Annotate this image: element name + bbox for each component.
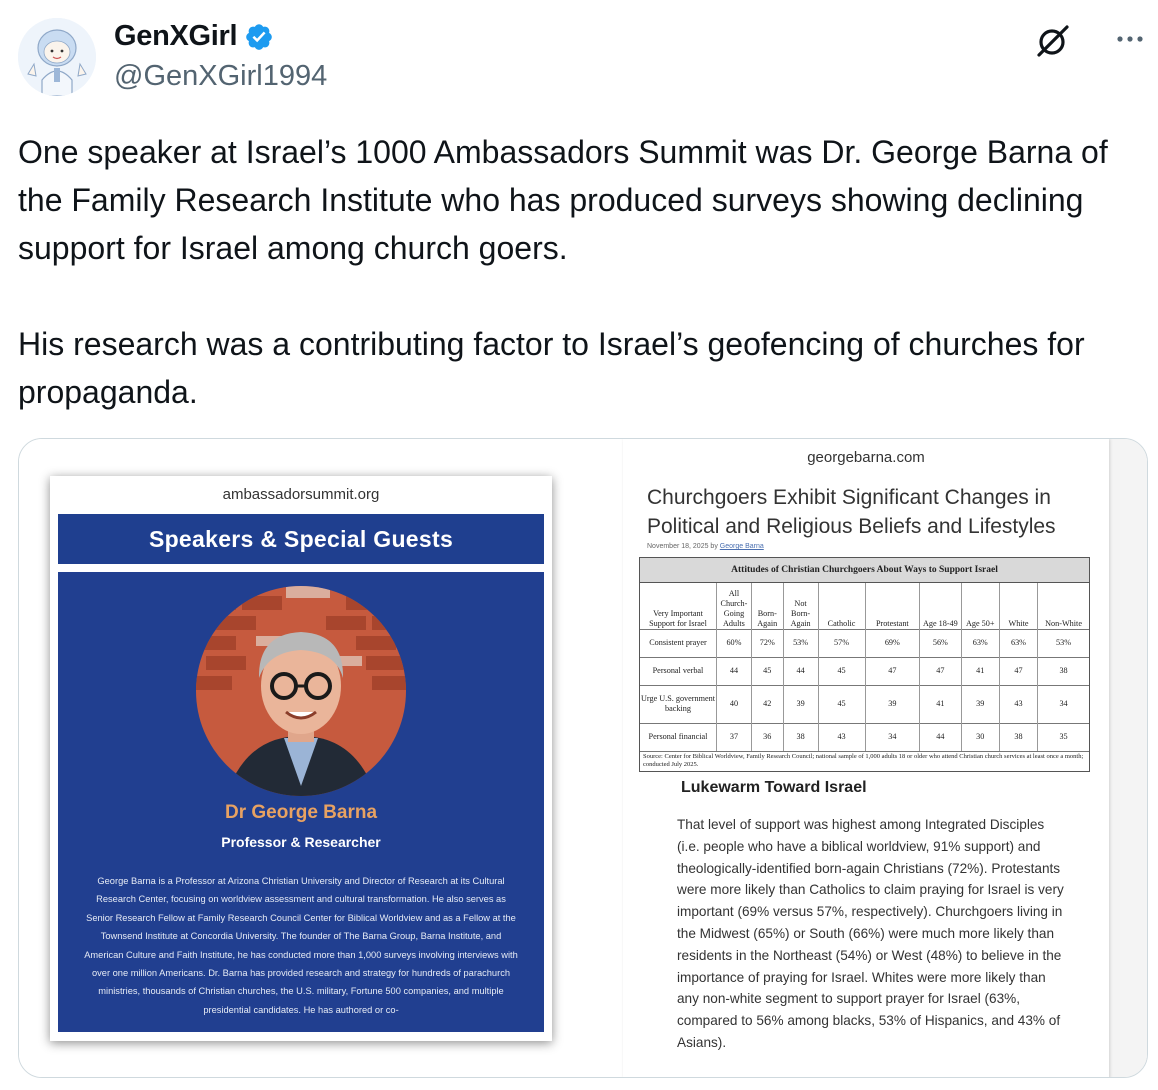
table-cell: 34 [1038, 685, 1089, 723]
table-row [640, 657, 1089, 685]
table-cell: 47 [999, 657, 1037, 685]
flyer-site-url: ambassadorsummit.org [222, 486, 380, 503]
survey-header-row [640, 583, 1089, 629]
byline-date: November 18, 2025 by [647, 543, 718, 550]
table-cell: 37 [716, 723, 751, 751]
survey-header-cell: White [999, 583, 1037, 629]
tweet-paragraph-2: His research was a contributing factor to Israel’s geofencing of churches for propaganda. [18, 326, 1085, 410]
table-cell: 35 [1038, 723, 1089, 751]
article-byline [647, 543, 764, 550]
speaker-flyer [50, 476, 552, 1041]
table-cell: 45 [751, 657, 783, 685]
table-cell: 63% [999, 629, 1037, 657]
article-site-url: georgebarna.com [807, 449, 925, 466]
table-cell: 72% [751, 629, 783, 657]
table-cell: 38 [783, 723, 818, 751]
table-cell: 44 [716, 657, 751, 685]
table-cell: 43 [999, 685, 1037, 723]
table-cell: 69% [865, 629, 920, 657]
flyer-body [58, 572, 544, 1032]
table-cell: 41 [961, 657, 999, 685]
more-icon[interactable] [1112, 24, 1148, 54]
table-cell: 47 [865, 657, 920, 685]
table-cell: 36 [751, 723, 783, 751]
survey-header-cell: Age 18-49 [920, 583, 962, 629]
media-image-right[interactable] [623, 439, 1148, 1078]
article-paragraph: That level of support was highest among Integrated Disciples (i.e. people who have a biblical worldview, 91% support) and theologically-identified born-again Christians (72%). Protestants were more likely than Catholics to claim praying for Israel is very important (69% versus 57%, respectively). Churchgoers living in the Midwest (65%) or South (66%) were much more likely than residents in the Northeast (54%) or West (48%) to believe in the importance of praying for Israel. Whites were more likely than any non-white segment to support prayer for Israel (63%, compared to 56% among blacks, 53% of Hispanics, and 43% of Asians). [677, 817, 1064, 1050]
tweet-media[interactable] [18, 438, 1148, 1078]
table-cell: 43 [818, 723, 865, 751]
speaker-name: Dr George Barna [224, 802, 378, 823]
table-cell: 34 [865, 723, 920, 751]
table-cell: 41 [920, 685, 962, 723]
table-cell: 53% [783, 629, 818, 657]
author-name-row[interactable] [114, 20, 274, 53]
table-cell: Consistent prayer [640, 629, 716, 657]
table-cell: 45 [818, 685, 865, 723]
table-cell: 47 [920, 657, 962, 685]
table-cell: Personal verbal [640, 657, 716, 685]
survey-table-title: Attitudes of Christian Churchgoers About Ways to Support Israel [640, 558, 1089, 583]
survey-header-cell: Protestant [865, 583, 920, 629]
grok-icon[interactable] [1034, 22, 1072, 60]
tweet-paragraph-1: One speaker at Israel’s 1000 Ambassadors Summit was Dr. George Barna of the Family Research Institute who has produced surveys showing declining support for Israel among church goers. [18, 134, 1108, 266]
survey-table [639, 557, 1090, 772]
table-row [640, 685, 1089, 723]
speaker-role: Professor & Researcher [221, 834, 381, 850]
survey-header-cell: Catholic [818, 583, 865, 629]
byline-author: George Barna [719, 543, 764, 550]
table-cell: 60% [716, 629, 751, 657]
table-cell: 38 [999, 723, 1037, 751]
table-row [640, 629, 1089, 657]
table-cell: Personal financial [640, 723, 716, 751]
author-display-name[interactable]: GenXGirl [114, 20, 238, 52]
table-cell: 57% [818, 629, 865, 657]
table-row [640, 723, 1089, 751]
table-cell: 30 [961, 723, 999, 751]
flyer-banner: Speakers & Special Guests [58, 514, 544, 564]
survey-header-cell: Non-White [1045, 618, 1082, 628]
table-cell: 56% [920, 629, 962, 657]
survey-header-cell: Not Born-Again [783, 583, 818, 629]
article-section-heading: Lukewarm Toward Israel [681, 779, 867, 796]
survey-source-note: Source: Center for Biblical Worldview, Family Research Council; national sample of 1,000 adults 18 or older who attend Christian church services at least once a month; conducted July 2025. [640, 751, 1089, 770]
tweet-text [18, 128, 1148, 416]
table-cell: 45 [818, 657, 865, 685]
article-title: Churchgoers Exhibit Significant Changes in Political and Religious Beliefs and Lifestyles [647, 486, 1056, 538]
survey-header-cell: Very Important Support for Israel [640, 583, 716, 629]
media-image-left[interactable] [19, 439, 621, 1078]
speaker-portrait [196, 586, 406, 796]
verified-badge-icon[interactable] [244, 22, 274, 52]
article-screenshot [623, 439, 1109, 1078]
table-cell: Urge U.S. government backing [640, 685, 716, 723]
table-cell: 38 [1038, 657, 1089, 685]
survey-header-cell: All Church-Going Adults [716, 583, 751, 629]
table-cell: 44 [920, 723, 962, 751]
table-cell: 44 [783, 657, 818, 685]
table-cell: 40 [716, 685, 751, 723]
table-cell: 63% [961, 629, 999, 657]
table-cell: 39 [865, 685, 920, 723]
author-handle[interactable]: @GenXGirl1994 [114, 60, 328, 92]
table-cell: 39 [783, 685, 818, 723]
survey-table-grid [640, 583, 1089, 751]
speaker-bio: George Barna is a Professor at Arizona Christian University and Director of Research at its Cultural Research Center, focusing on worldview assessment and cultural transformation. He also serves as Senior Research Fellow at Family Research Council Center for Biblical Worldview and as a Fellow at the Townsend Institute at Concordia University. The founder of The Barna Group, Barna Institute, and American Culture and Faith Institute, he has conducted more than 1,000 surveys involving interviews with over one million Americans. Dr. Barna has provided research and strategy for hundreds of parachurch ministries, thousands of Christian churches, the U.S. military, Fortune 500 companies, and multiple presidential candidates. He has authored or co- [84, 876, 518, 1015]
table-cell: 42 [751, 685, 783, 723]
survey-header-cell: Age 50+ [961, 583, 999, 629]
survey-header-cell: Born-Again [751, 583, 783, 629]
avatar[interactable] [18, 18, 96, 96]
table-cell: 53% [1038, 629, 1089, 657]
table-cell: 39 [961, 685, 999, 723]
